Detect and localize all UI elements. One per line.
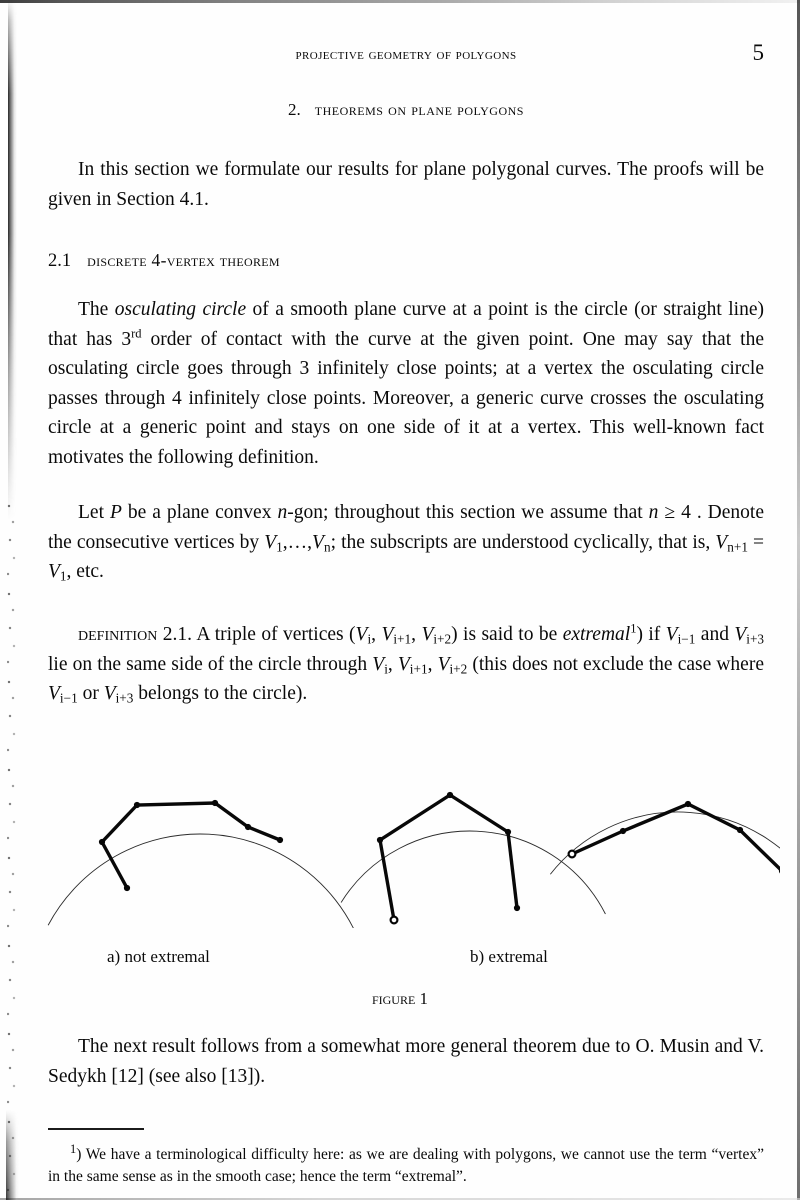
def-t7: or [77,683,104,704]
definition-paragraph [48,620,764,709]
ngon-t1: Let [78,502,110,523]
scan-gutter-blot [6,1110,19,1200]
vertex-dot [685,801,691,807]
math-Vi-sub: i [367,631,372,647]
panel-b-extremal-right [550,801,780,893]
math-V1b-sub: 1 [59,568,67,584]
panel-a-not-extremal [48,800,359,928]
definition-number: 2.1. [162,624,192,645]
running-head [48,40,764,68]
ngon-paragraph [48,498,764,587]
math-Vi-b-sub: i [384,660,388,676]
osc-rest-1: of a smooth plane curve at a point is the circle (or straight line) that has 3 [48,299,764,350]
def-t8: belongs to the circle). [133,683,308,704]
osculating-circle-paragraph [48,295,764,472]
vertex-dot [124,885,130,891]
vertex-dot [245,824,251,830]
ordinal-superscript: rd [131,326,142,340]
vertex-dot [620,828,626,834]
polygon-edge-tail-2 [508,832,517,908]
def-t4: and [695,624,735,645]
osculating-circle-term: osculating circle [114,299,247,320]
figure-caption-b: b) extremal [470,947,548,966]
vertex-dot [134,802,140,808]
ngon-t2: be a plane convex [121,502,278,523]
math-P: P [109,502,122,523]
math-Vi3-b-sub: i+3 [115,690,134,706]
osc-rest-2: order of contact with the curve at the given point. One may say that the osculating circle goes through 3 infinitely close points; at a vertex the osculating circle passes through 4 infinitely close points. Moreover, a generic curve crosses the osculating circle at a generic point and stays on one side of it at a vertex. This well-known fact motivates the following definition. [48,328,765,468]
figure-caption-a: a) not extremal [107,947,210,966]
polygon-edges [102,803,280,842]
ngon-eq: = [747,531,765,553]
footnote-reference[interactable]: 1 [630,621,637,636]
polygon-edge-tail-1 [102,842,127,888]
vertex-dot [447,792,453,798]
math-Vi3-b: V [103,683,116,704]
math-Vi2: V [421,624,434,645]
math-Vi3: V [734,624,747,645]
math-V1: V [264,531,277,553]
scan-edge-top [0,0,800,3]
footnote-marker: 1 [70,1141,77,1156]
figure-label-number: 1 [419,989,429,1008]
def-comma2: , [411,624,422,645]
def-t5: lie on the same side of the circle through [48,653,373,675]
vertex-dot [505,829,511,835]
math-Vim1-b-sub: i−1 [59,690,78,706]
math-n: n [277,502,288,523]
section-heading [48,100,764,120]
vertex-dot [377,837,383,843]
subsection-heading [48,250,764,272]
vertex-dot [514,905,520,911]
math-Vi3-sub: i+3 [746,631,765,647]
math-Vi2-b-sub: i+2 [449,660,468,676]
math-Vi-b: V [372,653,385,675]
section-title: theorems on plane polygons [314,100,524,119]
vertex-dot [99,839,105,845]
def-comma1: , [371,624,382,645]
scan-gutter-speckle [7,500,17,1200]
math-Vi1-b-sub: i+1 [409,660,428,676]
footnote-separator-rule [48,1128,144,1130]
math-Vi2-sub: i+2 [433,631,452,647]
osculating-circle-arc [48,834,359,928]
math-n-ineq: n [648,502,659,523]
ngon-t4: ; the subscripts are understood cyclically, that is, [330,531,716,553]
extremal-term: extremal [562,624,631,645]
figure-subcaptions [40,947,780,973]
math-V1-sub: 1 [276,538,283,554]
definition-label: definition [78,624,158,645]
running-title: projective geometry of polygons [295,46,517,63]
page-number: 5 [752,40,764,65]
vertex-dot [212,800,218,806]
subsection-number: 2.1 [48,251,72,271]
math-Vnp1-sub: n+1 [727,538,748,554]
math-Vim1: V [665,624,678,645]
math-Vn: V [312,531,324,553]
figure-label [40,989,780,1009]
ngon-t3: -gon; throughout this section we assume that [287,502,649,523]
math-Vn-sub: n [323,538,331,554]
figure-1-graphic [40,778,780,928]
math-Vi1-b: V [397,653,410,675]
polygon-edge-tail-1 [380,840,394,920]
def-t3: ) if [636,624,666,645]
def-comma4: , [427,653,438,675]
subsection-title: discrete 4-vertex theorem [87,250,280,270]
closing-paragraph: The next result follows from a somewhat more general theorem due to O. Musin and V. Sedykh [12] (see also [13]). [48,1036,764,1087]
vertex-dot [277,837,283,843]
math-Vi2-b: V [437,653,450,675]
def-t2: ) is said to be [451,624,563,645]
math-Vi1: V [381,624,394,645]
footnote-text [48,1141,764,1188]
polygon-edges [572,804,780,871]
vertex-ring-marker [569,851,576,858]
vertex-ring-marker [391,917,398,924]
math-Vi: V [355,624,368,645]
footnote-body: ) We have a terminological difficulty here: as we are dealing with polygons, we cannot use the term “vertex” in the same sense as in the smooth case; hence the term “extremal”. [48,1146,764,1185]
vertex-dot [737,827,743,833]
math-Vim1-b: V [48,683,60,704]
osc-lead: The [78,299,115,320]
math-Vi1-sub: i+1 [393,631,412,647]
ngon-dots: ,…, [282,531,313,553]
math-V1b: V [48,561,60,582]
ngon-t5: , etc. [66,561,104,582]
figure-label-word: figure [371,989,416,1008]
def-t1: A triple of vertices ( [192,624,356,645]
def-t6: (this does not exclude the case where [467,653,764,675]
def-comma3: , [387,653,398,675]
intro-paragraph: In this section we formulate our results for plane polygonal curves. The proofs will be given in Section 4.1. [48,159,764,210]
osculating-circle-arc [550,812,780,893]
footnote-area [48,1128,764,1188]
figure-1 [40,778,780,1009]
math-Vnp1: V [715,531,728,553]
math-Vim1-sub: i−1 [677,631,696,647]
section-number: 2. [288,100,301,119]
ngon-ineq-rest: ≥ 4 . Denote the consecutive vertices by [48,502,764,553]
